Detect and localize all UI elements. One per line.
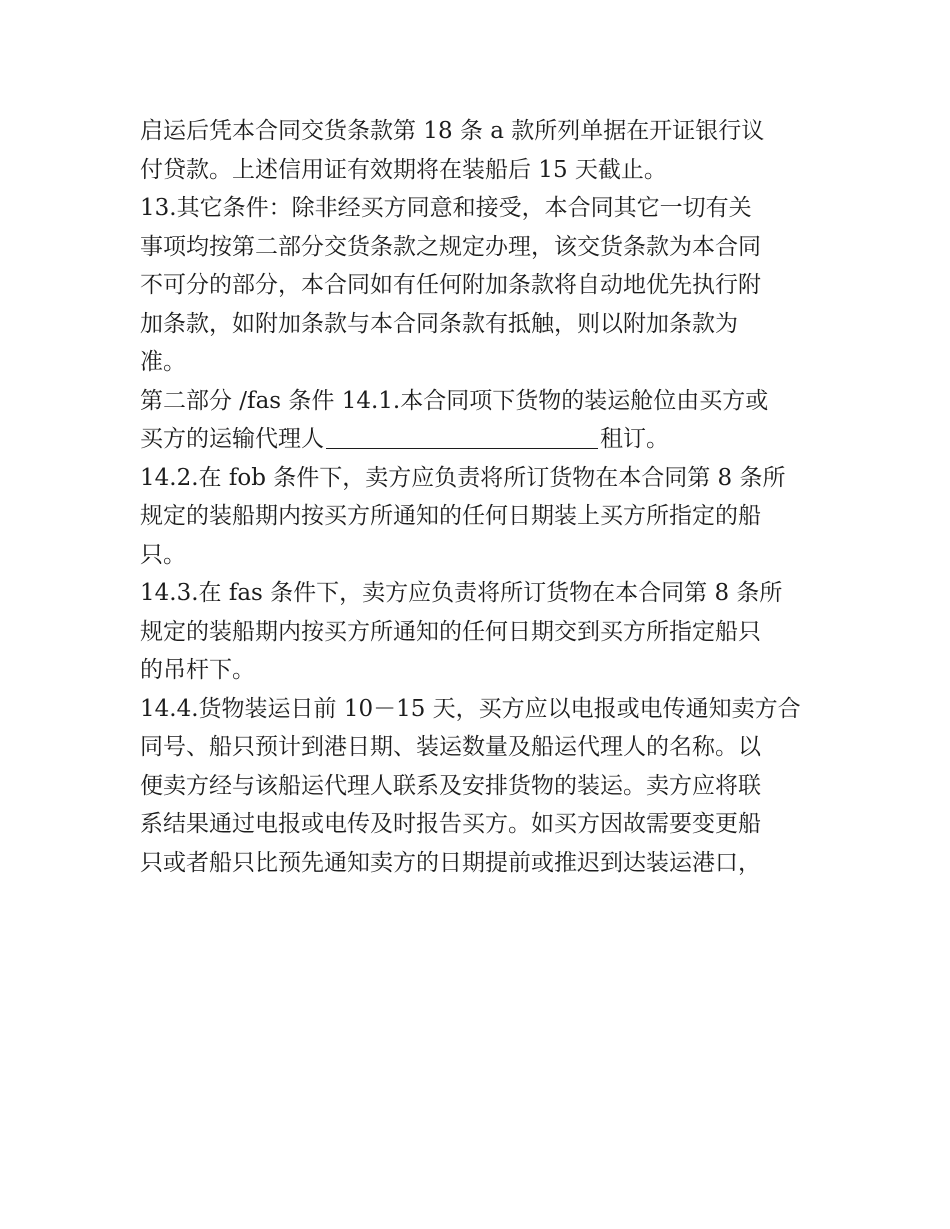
text-line: 事项均按第二部分交货条款之规定办理，该交货条款为本合同 [140, 233, 761, 260]
text-line: 付贷款。上述信用证有效期将在装船后 15 天截止。 [140, 156, 667, 183]
text-line: 只。 [140, 541, 186, 568]
text-line: 14.3.在 fas 条件下，卖方应负责将所订货物在本合同第 8 条所 [140, 580, 783, 606]
text-line: 只或者船只比预先通知卖方的日期提前或推迟到达装运港口， [140, 849, 761, 876]
text-line: 系结果通过电报或电传及时报告买方。如买方因故需要变更船 [140, 811, 761, 837]
text-fragment: 租订。 [600, 426, 669, 452]
text-line: 13.其它条件：除非经买方同意和接受，本合同其它一切有关 [140, 195, 752, 221]
text-fragment: 买方的运输代理人 [140, 426, 324, 452]
text-line: 的吊杆下。 [140, 657, 255, 683]
text-line: 准。 [140, 349, 186, 375]
text-line: 第二部分 /fas 条件 14.1.本合同项下货物的装运舱位由买方或 [140, 387, 769, 414]
text-line: 同号、船只预计到港日期、装运数量及船运代理人的名称。以 [140, 734, 761, 760]
contract-text-body [140, 112, 820, 882]
text-line: 加条款，如附加条款与本合同条款有抵触，则以附加条款为 [140, 310, 738, 337]
text-line: 14.4.货物装运日前 10－15 天，买方应以电报或电传通知卖方合 [140, 695, 801, 722]
text-line: 规定的装船期内按买方所通知的任何日期装上买方所指定的船 [140, 503, 761, 529]
fill-in-blank-underline [326, 447, 598, 449]
text-line: 14.2.在 fob 条件下，卖方应负责将所订货物在本合同第 8 条所 [140, 464, 786, 491]
text-line-with-blank [140, 420, 820, 459]
text-line: 规定的装船期内按买方所通知的任何日期交到买方所指定船只 [140, 618, 761, 645]
text-line: 启运后凭本合同交货条款第 18 条 a 款所列单据在开证银行议 [140, 118, 765, 144]
text-line: 便卖方经与该船运代理人联系及安排货物的装运。卖方应将联 [140, 772, 761, 799]
text-line: 不可分的部分，本合同如有任何附加条款将自动地优先执行附 [140, 272, 761, 298]
